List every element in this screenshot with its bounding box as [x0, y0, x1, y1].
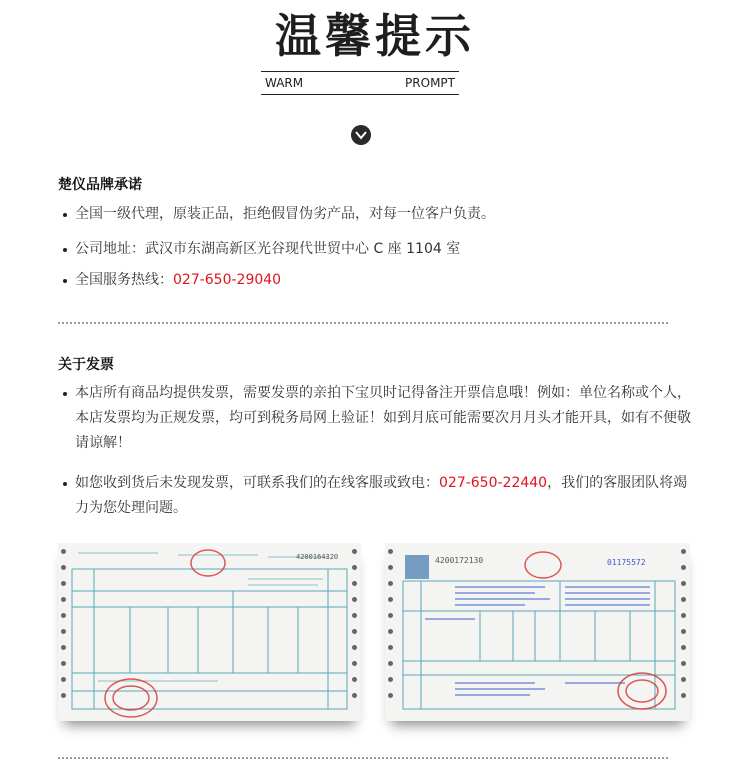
invoice-form-left	[58, 543, 361, 721]
invoice-number-right: 4200172130	[435, 556, 484, 565]
contact-text-after: ，我们的客服团队将竭力为您处理问题。	[75, 475, 688, 516]
tractor-holes-right	[681, 549, 687, 715]
bullet-dot	[63, 482, 67, 486]
invoice-photo-left	[58, 543, 361, 721]
invoice-number-left: 4200164320	[296, 553, 339, 561]
contact-text-before: 如您收到货后未发现发票，可联系我们的在线客服或致电：	[75, 475, 439, 491]
subtitle-frame	[261, 71, 459, 95]
page-subtitle: WARM PROMPT	[265, 76, 455, 90]
dotted-divider	[58, 322, 668, 324]
dotted-divider	[58, 757, 668, 759]
bullet-dot	[63, 279, 67, 283]
qr-code-icon	[405, 555, 429, 579]
invoice-form-right	[385, 543, 690, 721]
list-item-text: 全国一级代理，原装正品，拒绝假冒伪劣产品，对每一位客户负责。	[75, 206, 495, 222]
page-title: 温馨提示	[275, 9, 475, 63]
tractor-holes-right	[352, 549, 358, 715]
section-title-brand: 楚仪品牌承诺	[58, 177, 142, 193]
bullet-dot	[63, 248, 67, 252]
tractor-holes-left	[61, 549, 67, 715]
bullet-dot	[63, 392, 67, 396]
company-address: 公司地址：武汉市东湖高新区光谷现代世贸中心 C 座 1104 室	[75, 241, 461, 257]
service-phone[interactable]: 027-650-22440	[439, 475, 548, 491]
chevron-down-icon	[351, 125, 371, 145]
section-title-invoice: 关于发票	[58, 357, 114, 373]
bullet-dot	[63, 213, 67, 217]
invoice-photo-right	[385, 543, 690, 721]
tractor-holes-left	[388, 549, 394, 715]
invoice-policy-text: 本店所有商品均提供发票，需要发票的亲拍下宝贝时记得备注开票信息哦！例如：单位名称或个人，本店发票均为正规发票，均可到税务局网上验证！如到月底可能需要次月月头才能开具，如有不便敬请谅解！	[75, 385, 691, 451]
hotline-phone[interactable]: 027-650-29040	[173, 272, 282, 288]
invoice-contact-text	[75, 471, 697, 521]
hotline-line	[75, 268, 281, 293]
invoice-serial-right: 01175572	[607, 558, 646, 567]
hotline-label: 全国服务热线：	[75, 272, 173, 288]
